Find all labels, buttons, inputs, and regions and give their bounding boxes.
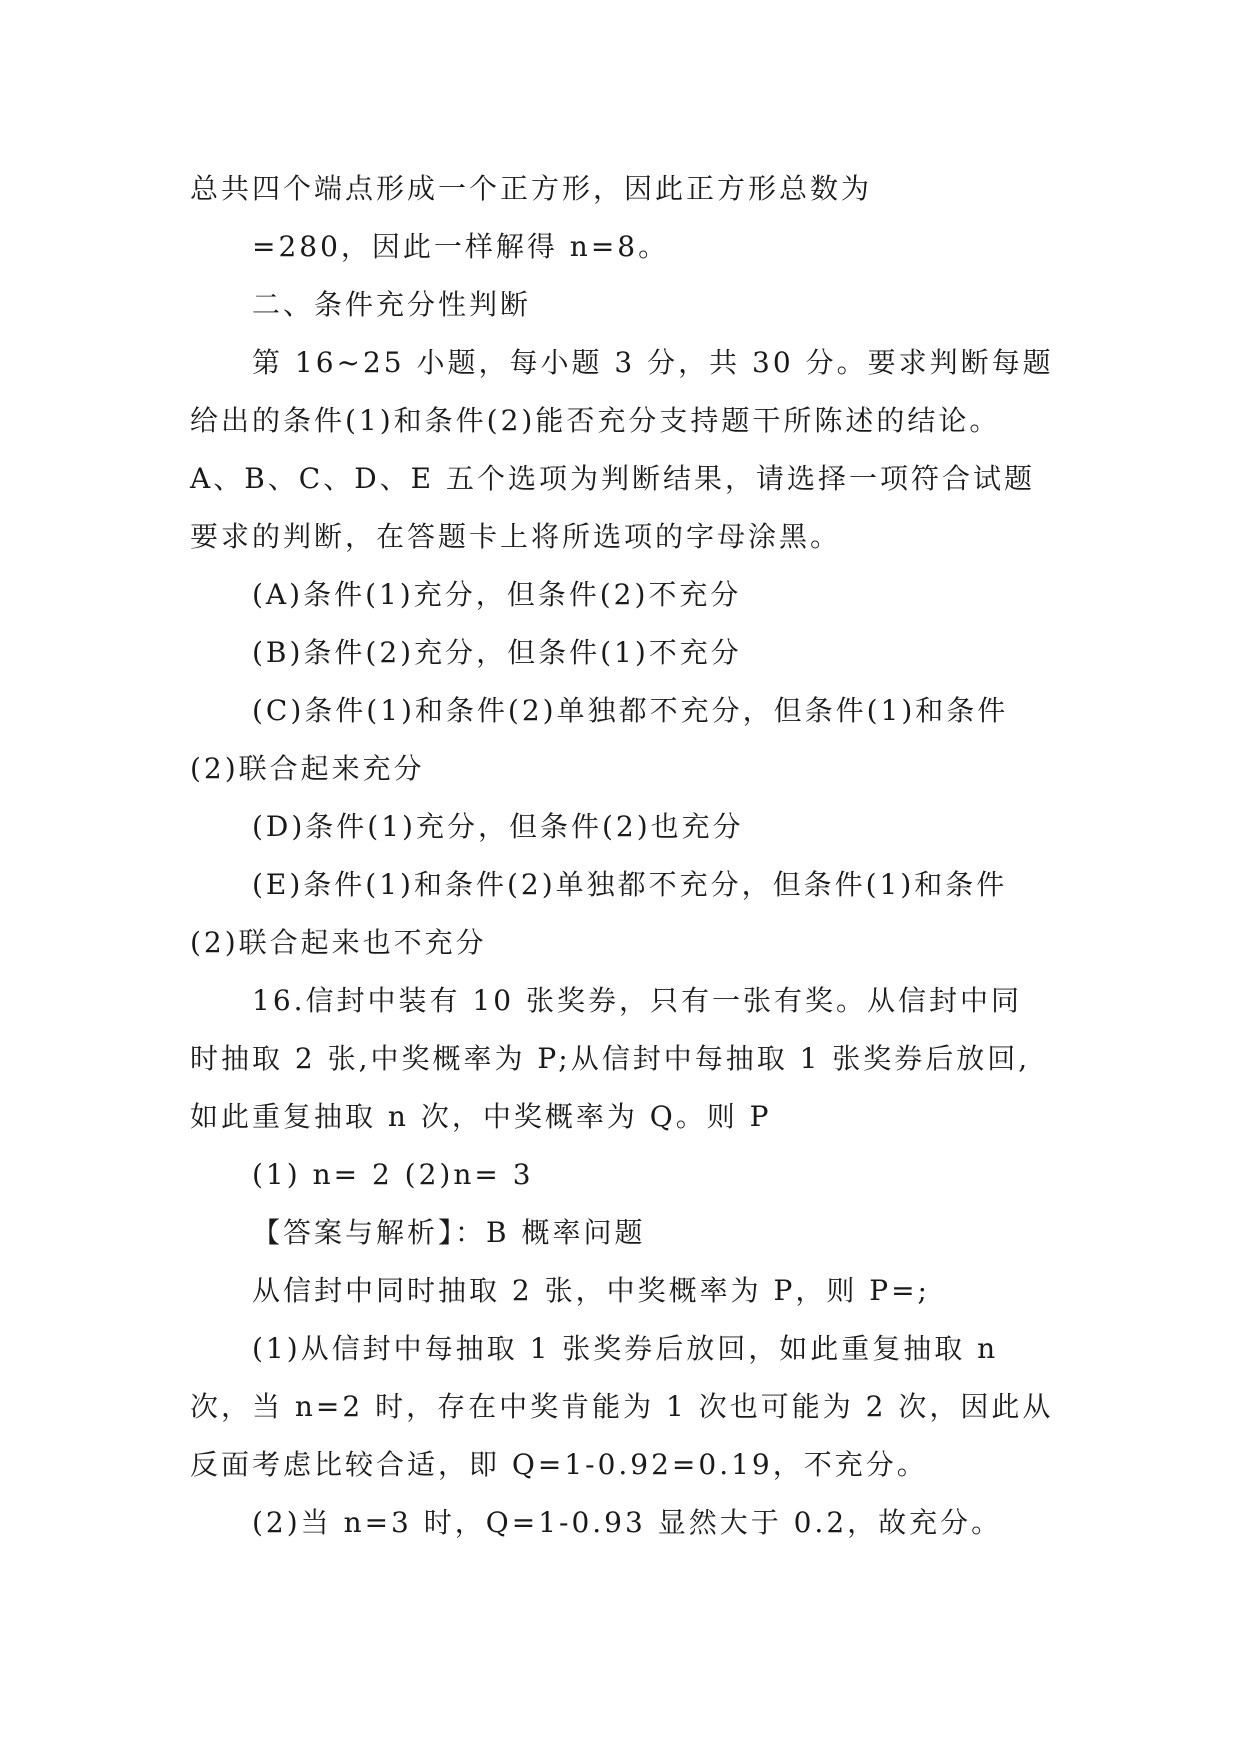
document-body xyxy=(190,160,1052,1552)
text-line: (1) n= 2 (2)n= 3 xyxy=(252,1158,534,1191)
text-line: (1)从信封中每抽取 1 张奖券后放回，如此重复抽取 n xyxy=(252,1332,999,1365)
text-line: 总共四个端点形成一个正方形，因此正方形总数为 xyxy=(190,172,873,205)
text-line: 从信封中同时抽取 2 张，中奖概率为 P，则 P=; xyxy=(252,1274,930,1307)
text-line: (2)联合起来也不充分 xyxy=(190,926,487,959)
text-line: (2)当 n=3 时，Q=1-0.93 显然大于 0.2，故充分。 xyxy=(252,1506,1003,1539)
text-line: (C)条件(1)和条件(2)单独都不充分，但条件(1)和条件 xyxy=(252,694,1009,727)
text-line: 次，当 n=2 时，存在中奖肯能为 1 次也可能为 2 次，因此从 xyxy=(190,1390,1054,1423)
text-line: 第 16~25 小题，每小题 3 分，共 30 分。要求判断每题 xyxy=(252,346,1054,379)
text-line: 【答案与解析】：B 概率问题 xyxy=(252,1216,646,1249)
text-line: (2)联合起来充分 xyxy=(190,752,425,785)
text-line: (E)条件(1)和条件(2)单独都不充分，但条件(1)和条件 xyxy=(252,868,1008,901)
text-line: 要求的判断，在答题卡上将所选项的字母涂黑。 xyxy=(190,520,842,553)
text-line: 给出的条件(1)和条件(2)能否充分支持题干所陈述的结论。 xyxy=(190,404,1001,437)
text-line: (B)条件(2)充分，但条件(1)不充分 xyxy=(252,636,742,669)
text-line: 时抽取 2 张,中奖概率为 P;从信封中每抽取 1 张奖券后放回, xyxy=(190,1042,1031,1075)
text-line: =280，因此一样解得 n=8。 xyxy=(252,230,670,263)
text-line: (D)条件(1)充分，但条件(2)也充分 xyxy=(252,810,744,843)
text-line: 如此重复抽取 n 次，中奖概率为 Q。则 P xyxy=(190,1100,772,1133)
text-line: 16.信封中装有 10 张奖券，只有一张有奖。从信封中同 xyxy=(252,984,1022,1017)
text-line: A、B、C、D、E 五个选项为判断结果，请选择一项符合试题 xyxy=(190,462,1036,495)
text-line: 反面考虑比较合适，即 Q=1-0.92=0.19，不充分。 xyxy=(190,1448,928,1481)
text-line: 二、条件充分性判断 xyxy=(252,288,532,321)
text-line: (A)条件(1)充分，但条件(2)不充分 xyxy=(252,578,742,611)
